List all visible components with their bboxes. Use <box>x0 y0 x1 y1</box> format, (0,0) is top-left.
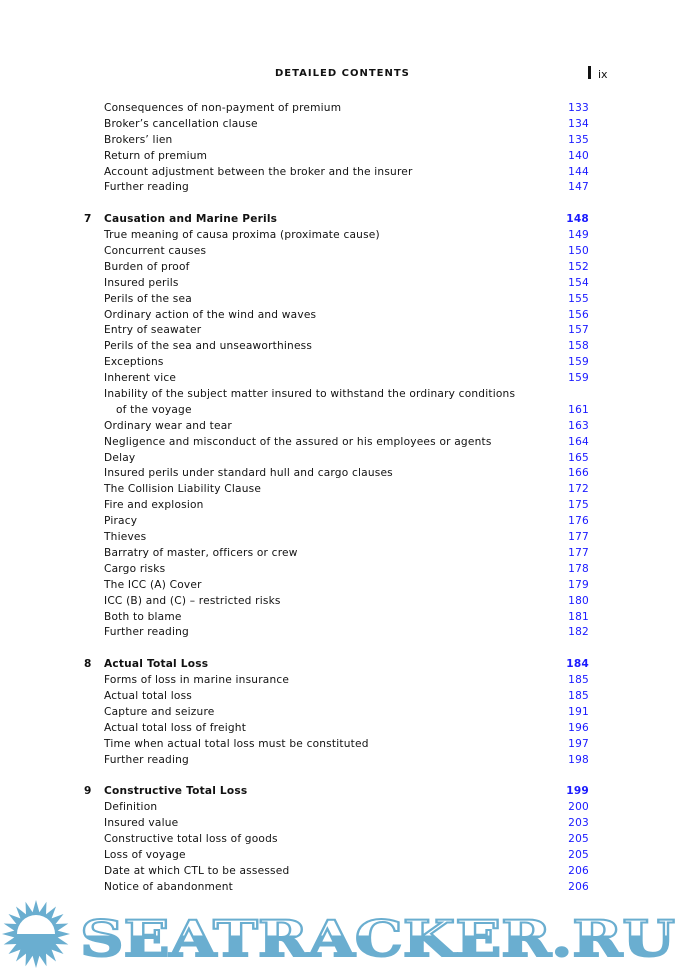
toc-entry[interactable] <box>0 308 685 324</box>
entry-title: Both to blame <box>104 610 182 623</box>
toc-entry[interactable] <box>0 514 685 530</box>
entry-title: The ICC (A) Cover <box>104 578 202 591</box>
entry-title: Exceptions <box>104 356 164 369</box>
toc-entry[interactable] <box>0 435 685 451</box>
entry-title: Cargo risks <box>104 562 166 575</box>
toc-entry[interactable] <box>0 848 685 864</box>
page-link[interactable]: 197 <box>568 737 589 750</box>
entry-title: The Collision Liability Clause <box>104 483 262 496</box>
toc-entry[interactable] <box>0 705 685 721</box>
toc-entry[interactable] <box>0 451 685 467</box>
chapter-title: Actual Total Loss <box>104 658 209 671</box>
page-link[interactable]: 135 <box>568 133 589 146</box>
toc-entry[interactable] <box>0 753 685 769</box>
toc-entry[interactable] <box>0 482 685 498</box>
page-link[interactable]: 164 <box>568 435 589 448</box>
page-link[interactable]: 180 <box>568 594 589 607</box>
page-link[interactable]: 158 <box>568 340 589 353</box>
toc-chapter[interactable] <box>0 212 685 228</box>
page-link[interactable]: 199 <box>566 785 589 798</box>
toc-entry[interactable] <box>0 419 685 435</box>
chapter-number: 9 <box>84 785 92 798</box>
toc-entry[interactable] <box>0 880 685 896</box>
entry-title: Inherent vice <box>104 372 177 385</box>
page-link[interactable]: 157 <box>568 324 589 337</box>
page-link[interactable]: 152 <box>568 260 589 273</box>
entry-title: Return of premium <box>104 149 208 162</box>
page-link[interactable]: 205 <box>568 832 589 845</box>
page-link[interactable]: 144 <box>568 165 589 178</box>
page-link[interactable]: 148 <box>566 213 589 226</box>
page-link[interactable]: 178 <box>568 562 589 575</box>
entry-title: Insured perils under standard hull and cargo clauses <box>104 467 393 480</box>
toc-entry[interactable] <box>0 244 685 260</box>
toc-entry[interactable] <box>0 498 685 514</box>
toc-entry[interactable] <box>0 673 685 689</box>
toc-entry[interactable] <box>0 355 685 371</box>
toc-entry[interactable] <box>0 721 685 737</box>
page-link[interactable]: 206 <box>568 864 589 877</box>
entry-title: Actual total loss <box>104 689 193 702</box>
entry-title: True meaning of causa proxima (proximate cause) <box>104 229 380 242</box>
toc-entry[interactable] <box>0 180 685 196</box>
entry-title: Further reading <box>104 181 189 194</box>
toc-entry[interactable] <box>0 371 685 387</box>
page-link[interactable]: 149 <box>568 229 589 242</box>
page-link[interactable]: 161 <box>568 403 589 416</box>
page-link[interactable]: 156 <box>568 308 589 321</box>
entry-title: Burden of proof <box>104 260 190 273</box>
page-heading: DETAILED CONTENTS <box>275 68 410 79</box>
toc-entry[interactable] <box>0 101 685 117</box>
entry-title: Piracy <box>104 515 138 528</box>
entry-title: Brokers’ lien <box>104 133 173 146</box>
sun-logo-icon <box>2 900 70 968</box>
entry-title: Further reading <box>104 626 189 639</box>
entry-title: Negligence and misconduct of the assured or his employees or agents <box>104 435 492 448</box>
page-link[interactable]: 206 <box>568 880 589 893</box>
toc-entry[interactable] <box>0 864 685 880</box>
seatracker-watermark <box>0 898 685 968</box>
toc-spacer <box>0 641 685 657</box>
toc-entry[interactable] <box>0 625 685 641</box>
toc-entry[interactable] <box>0 578 685 594</box>
page-link[interactable]: 175 <box>568 499 589 512</box>
page-link[interactable]: 181 <box>568 610 589 623</box>
watermark-text: SEATRACKER.RU <box>80 909 675 968</box>
entry-title: Entry of seawater <box>104 324 202 337</box>
header-divider <box>588 66 591 79</box>
entry-title: Date at which CTL to be assessed <box>104 864 290 877</box>
page-link[interactable]: 182 <box>568 626 589 639</box>
entry-title: Time when actual total loss must be constituted <box>104 737 369 750</box>
page-link[interactable]: 184 <box>566 658 589 671</box>
page-link[interactable]: 185 <box>568 674 589 687</box>
entry-title: Ordinary action of the wind and waves <box>104 308 317 321</box>
entry-title: Perils of the sea and unseaworthiness <box>104 340 313 353</box>
page-link[interactable]: 198 <box>568 753 589 766</box>
toc-entry[interactable] <box>0 816 685 832</box>
entry-title: Delay <box>104 451 136 464</box>
toc-chapter[interactable] <box>0 657 685 673</box>
toc-entry[interactable] <box>0 276 685 292</box>
entry-title: Ordinary wear and tear <box>104 419 232 432</box>
page-link[interactable]: 185 <box>568 689 589 702</box>
page-link[interactable]: 140 <box>568 149 589 162</box>
running-head <box>0 68 670 82</box>
entry-title: Capture and seizure <box>104 705 215 718</box>
toc-spacer <box>0 768 685 784</box>
toc-entry[interactable] <box>0 323 685 339</box>
toc-entry[interactable] <box>0 292 685 308</box>
toc-spacer <box>0 196 685 212</box>
table-of-contents <box>0 101 685 896</box>
toc-entry[interactable] <box>0 689 685 705</box>
entry-title: ICC (B) and (C) – restricted risks <box>104 594 281 607</box>
toc-entry[interactable] <box>0 403 685 419</box>
toc-entry[interactable] <box>0 610 685 626</box>
toc-entry[interactable] <box>0 339 685 355</box>
page-link[interactable]: 159 <box>568 372 589 385</box>
page-link[interactable]: 163 <box>568 419 589 432</box>
page-link[interactable]: 203 <box>568 817 589 830</box>
entry-title: Actual total loss of freight <box>104 721 247 734</box>
chapter-title: Causation and Marine Perils <box>104 213 278 226</box>
toc-entry[interactable] <box>0 530 685 546</box>
entry-title: Constructive total loss of goods <box>104 832 278 845</box>
toc-entry[interactable] <box>0 228 685 244</box>
entry-title: Perils of the sea <box>104 292 192 305</box>
entry-title: Fire and explosion <box>104 499 204 512</box>
entry-title: Broker’s cancellation clause <box>104 117 258 130</box>
toc-entry[interactable] <box>0 737 685 753</box>
page-link[interactable]: 147 <box>568 181 589 194</box>
entry-title: Notice of abandonment <box>104 880 234 893</box>
toc-chapter[interactable] <box>0 784 685 800</box>
page-link[interactable]: 150 <box>568 245 589 258</box>
page-link[interactable]: 134 <box>568 117 589 130</box>
page-link[interactable]: 179 <box>568 578 589 591</box>
entry-title: Inability of the subject matter insured to withstand the ordinary conditions <box>104 388 516 401</box>
entry-title: Account adjustment between the broker and the insurer <box>104 165 413 178</box>
chapter-title: Constructive Total Loss <box>104 785 248 798</box>
toc-entry[interactable] <box>0 594 685 610</box>
page-link[interactable]: 166 <box>568 467 589 480</box>
page-link[interactable]: 172 <box>568 483 589 496</box>
entry-title: Thieves <box>104 531 147 544</box>
chapter-number: 7 <box>84 213 92 226</box>
toc-entry[interactable] <box>0 832 685 848</box>
page-link[interactable]: 176 <box>568 515 589 528</box>
entry-title: Insured value <box>104 817 179 830</box>
toc-entry[interactable] <box>0 387 685 403</box>
page-link[interactable]: 154 <box>568 276 589 289</box>
entry-title: of the voyage <box>116 403 192 416</box>
toc-entry[interactable] <box>0 117 685 133</box>
entry-title: Further reading <box>104 753 189 766</box>
page-link[interactable]: 205 <box>568 848 589 861</box>
page-number: ix <box>598 68 608 81</box>
page-link[interactable]: 177 <box>568 546 589 559</box>
chapter-number: 8 <box>84 658 92 671</box>
entry-title: Forms of loss in marine insurance <box>104 674 290 687</box>
page-link[interactable]: 200 <box>568 801 589 814</box>
toc-entry[interactable] <box>0 149 685 165</box>
toc-entry[interactable] <box>0 562 685 578</box>
entry-title: Insured perils <box>104 276 179 289</box>
page-link[interactable]: 133 <box>568 102 589 114</box>
toc-entry[interactable] <box>0 546 685 562</box>
toc-entry[interactable] <box>0 133 685 149</box>
toc-entry[interactable] <box>0 260 685 276</box>
page-link[interactable]: 165 <box>568 451 589 464</box>
page-link[interactable]: 177 <box>568 531 589 544</box>
page-link[interactable]: 191 <box>568 705 589 718</box>
page-link[interactable]: 196 <box>568 721 589 734</box>
page-link[interactable]: 155 <box>568 292 589 305</box>
entry-title: Loss of voyage <box>104 848 186 861</box>
toc-entry[interactable] <box>0 165 685 181</box>
entry-title: Barratry of master, officers or crew <box>104 546 298 559</box>
page-link[interactable]: 159 <box>568 356 589 369</box>
toc-entry[interactable] <box>0 800 685 816</box>
entry-title: Definition <box>104 801 158 814</box>
toc-entry[interactable] <box>0 466 685 482</box>
entry-title: Concurrent causes <box>104 245 207 258</box>
entry-title: Consequences of non-payment of premium <box>104 102 342 114</box>
